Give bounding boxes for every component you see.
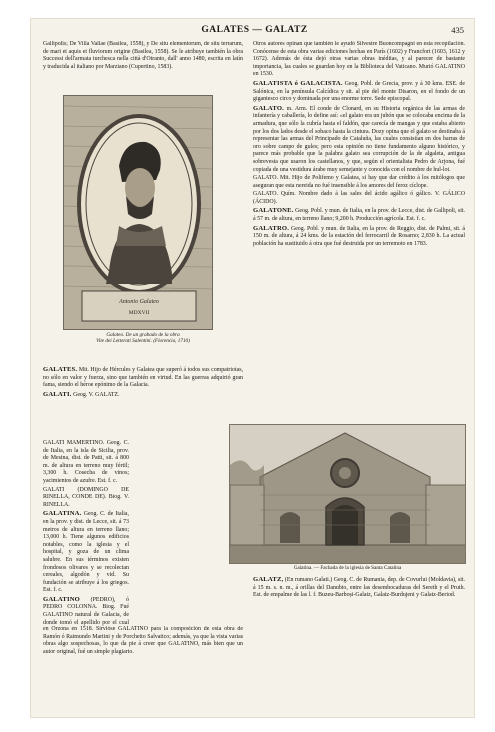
entry-galato-quim: GALATO. Quím. Nombre dado á las sales del ácido agálico ó gálico. V. GÁLICO (ÁCIDO).	[253, 191, 465, 205]
entry-galato-text: m. Arm. El conde de Clonard, en su Historia orgánica de las armas de infantería y caballería, lo define así: «el galato era un jubón que se colocaba encima de la armadura, que sólo la cubría hasta el faldón, que carecía de mangas y que estaba abierto por los dos lados desde el sobaco hasta la cintura. Dozy opina que el galato se destinaba á representar las armas del Principado de Cataluña, las cuales consistían en dos barras de oro sobre campo de gules; pero esta opinión no tiene fundamento alguno histórico, y parece más probable que la palabra galato sea corrupción de la de algaleta, antigua sobrevesta que usaron los castellanos, y que, según el orientalista Pedro de Arjona, fué copiada de una vestidura árabe muy semejante y conocida con el nombre de hul-lot.	[253, 105, 465, 173]
portrait-caption-line2: Vite dei Letterati Salentini. (Florencia, 1710)	[96, 338, 190, 345]
entry-galatro-text: Geog. Pobl. y mun. de Italia, en la prov. de Reggio, dist. de Palmi, sit. á 150 m. de altura, á 24 kms. de la estación del ferrocarril de Rosarno; 2,830 h. La actual población ha sustituido á otra que fué destruida por un terremoto en 1783.	[253, 225, 465, 247]
entry-galatista-text: Geog. Pobl. de Grecia, prov. y á 30 kms. ESE. de Salónica, en la península Calcídica y sit. al pie del monte Disaron, en el fondo de un gigantesco circo y dominada por una enorme torre. Sede episcopal.	[253, 80, 465, 103]
entry-galatino	[43, 596, 129, 627]
headword-galatro: GALATRO.	[253, 224, 290, 232]
headword-galatino: GALATINO	[43, 595, 81, 603]
headword-galates: GALATES.	[43, 366, 78, 373]
right-column-top	[253, 41, 465, 423]
headword-galatone: GALATONE.	[253, 207, 294, 215]
left-column-bottom	[43, 626, 243, 714]
entry-galatino-text: (PEDRO), ó PEDRO COLONNA. Biog. Fué GALATINO natural de Galacia, de donde tomó el apellido por el cual	[43, 596, 129, 626]
entry-galati-mamertino: GALATI MAMERTINO. Geog. C. de Italia, en la isla de Sicilia, prov. de Mesina, dist. de Patti, sit. á 800 m. de altura en terreno muy fértil; 3,300 h. Cosecha de vinos; yacimientos de azufre. Est. f. c.	[43, 440, 129, 484]
church-caption: Galatina. — Fachada de la iglesia de Santa Catalina	[293, 565, 402, 571]
entry-galati	[43, 391, 243, 400]
portrait-caption-line1: Galateo. De un grabado de la obra	[106, 332, 180, 338]
left-column-narrow	[43, 440, 129, 627]
portrait-illustration	[64, 96, 213, 330]
portrait-inscription-name: Antonio Galateo	[119, 299, 159, 305]
entry-galato-mit: GALATO. Mit. Hijo de Polifemo y Galatea, si hay que dar crédito á los mitólogos que aseguran que esta nereida no fué insensible á los amores del feroz cíclope.	[253, 175, 465, 189]
entry-galates	[43, 366, 243, 390]
entry-galatz	[253, 576, 465, 600]
headword-galatz: GALATZ,	[253, 576, 284, 583]
entry-galatina-text: Geog. C. de Italia, en la prov. y dist. de Lecce, sit. á 73 metros de altura en terreno llano; 13,000 h. Tiene algunos edificios notables, como la iglesia y el hospital, y goza de un clima salubre. En sus términos existen frondosos olivares y se recolectan cereales, algodón y vid. Su fundación se atribuye á los griegos. Est. f. c.	[43, 511, 129, 594]
entry-galati-text: Geog. V. GALATZ.	[73, 391, 120, 398]
entry-galatista	[253, 80, 465, 104]
galateo-entry-end: Gallipolis; De Villa Vallae (Basilea, 1558), y De situ elementorum, de situ terrarum, de mari et aquis et fluviorum origine (Basilea, 1558). Se le atribuye también la obra Successi dell'armata turchesca nella città d'Otranto, dall' anno 1480, escrita en latín y traducida al italiano por Marziano (Cupertino, 1583).	[43, 41, 243, 70]
entry-galatina	[43, 510, 129, 595]
church-facade-illustration	[230, 425, 466, 564]
entry-galatro	[253, 225, 465, 249]
left-column-middle	[43, 366, 243, 440]
entry-galatone-text: Geog. Pobl. y mun. de Italia, en la prov. de Lecce, dist. de Gallipoli, sit. á 57 m. de altura, en terreno llano; 9,200 h. Producción agrícola. Est. f. c.	[253, 208, 465, 223]
portrait-inscription-date: MDXVII	[128, 310, 150, 316]
entry-galatz-text: (En rumano Galati.) Geog. C. de Rumania, dep. de Covurlui (Moldavia), sit. á 15 m. s. n. m., á orillas del Danubio, entre las desembocaduras del Sereth y el Pruth. Est. de empalme de las l. f. Buzeu-Barboși-Galatz, Galatz-Burdujeni y Galatz-Beriod.	[253, 577, 465, 599]
page-header	[45, 25, 464, 37]
page-number: 435	[451, 25, 464, 35]
right-column-bottom	[253, 576, 465, 716]
galatino-entry-continuation: en Orzona en 1518. Sirvióse GALATINO para la composición de esta obra de Ramón ó Raimundo Martini y de Porchetto Salvatico; además, ya que la vista varias obras algo sospechosas, lo que da pie á creer que GALATINO, más bien que un autor original, fué un simple plagiario.	[43, 626, 243, 655]
galateo-portrait-engraving	[63, 95, 213, 330]
entry-galato-arm	[253, 105, 465, 174]
entry-galatone	[253, 207, 465, 223]
headword-galati: GALATI.	[43, 390, 72, 398]
galatino-entry-end: Otros autores opinan que también le ayudó Silvestre Buoncompagni en esta recopilación. Conócense de esta obra varias ediciones hechas en París (1602) y Francfort (1603, 1612 y 1672). Además de ésta dejó otras varias obras inéditas, y al parecer de bastante importancia, las cuales se guardan hoy en la Biblioteca del Vaticano. Murió GALATINO en 1530.	[253, 41, 465, 78]
entry-galati-rinella: GALATI (DOMINGO DE RINELLA, CONDE DE). Biog. V. RINELLA.	[43, 486, 129, 508]
left-column-top	[43, 41, 243, 93]
headword-galatina: GALATINA.	[43, 510, 82, 518]
running-head: GALATES — GALATZ	[201, 25, 308, 35]
headword-galato: GALATO.	[253, 104, 285, 112]
headword-galatista: GALATISTA ó GALACISTA.	[253, 79, 343, 87]
portrait-caption	[43, 332, 243, 345]
santa-catalina-church-photo	[229, 424, 466, 564]
dictionary-page	[30, 18, 475, 718]
entry-galates-text: Mit. Hijo de Hércules y Galatea que superó á todos sus compatriotas, no sólo en valor y fuerza, sino que también en virtud. En las guerras adquirió gran fama, siendo el héroe epónimo de la Galacia.	[43, 367, 243, 389]
